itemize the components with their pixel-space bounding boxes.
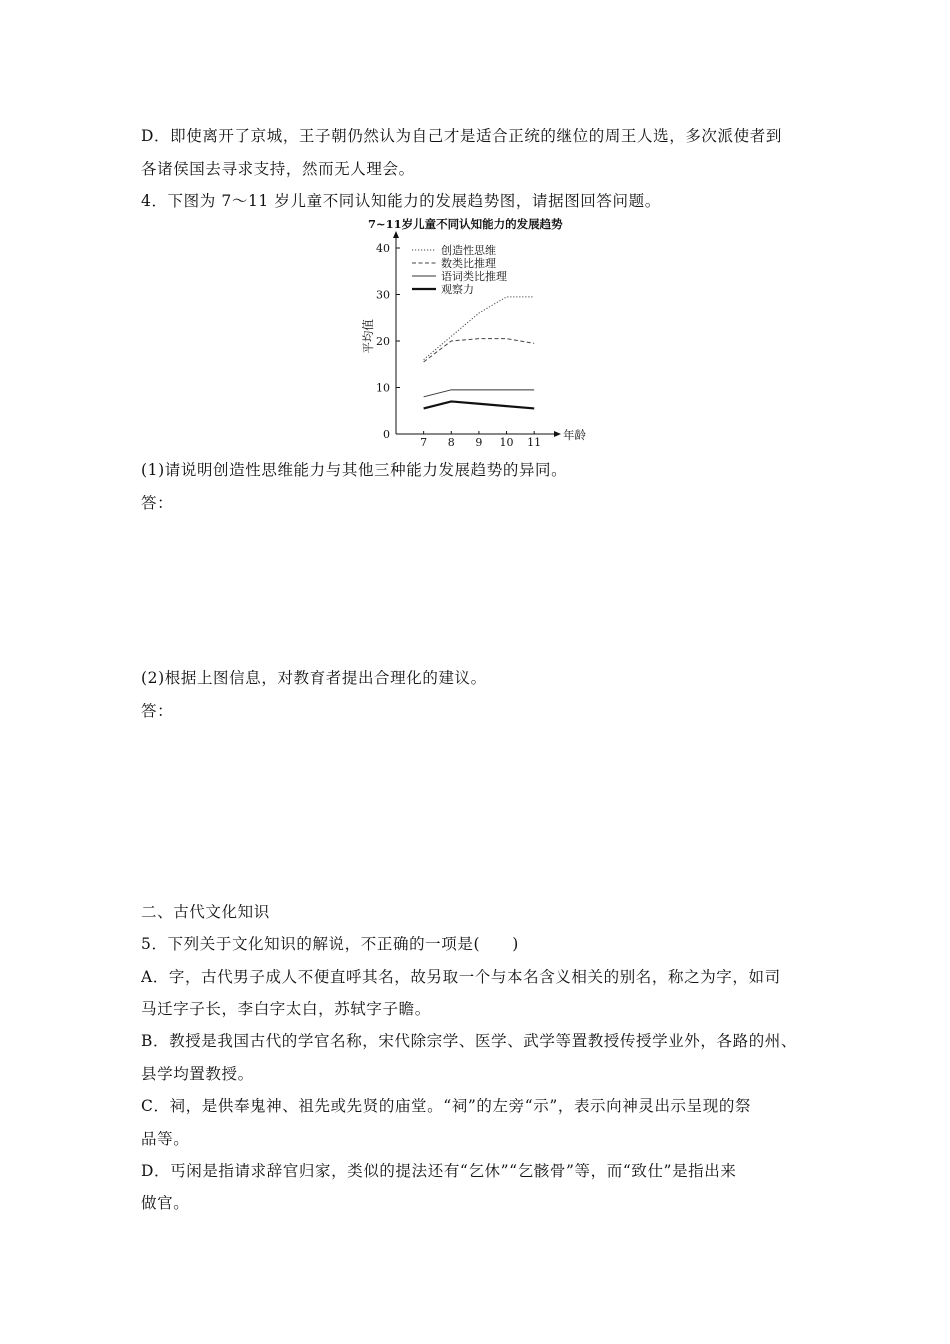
x-tick-label: 10 (499, 436, 514, 448)
option-b-line1: B．教授是我国古代的学官名称，宋代除宗学、医学、武学等置教授传授学业外，各路的州、 (141, 1032, 797, 1050)
question-5: 5．下列关于文化知识的解说，不正确的一项是( ) (141, 935, 519, 953)
y-axis-arrow (393, 231, 399, 238)
y-tick-label: 30 (376, 288, 390, 302)
chart (358, 216, 588, 448)
option-d-line2: 各诸侯国去寻求支持，然而无人理会。 (141, 160, 415, 178)
series-line-2 (424, 390, 535, 397)
y-tick-label: 40 (376, 242, 390, 255)
question-4-1: (1)请说明创造性思维能力与其他三种能力发展趋势的异同。 (141, 461, 568, 479)
x-tick-label: 8 (447, 436, 455, 448)
answer-label-1: 答： (141, 494, 174, 512)
option-d-line1: D．即使离开了京城，王子朝仍然认为自己才是适合正统的继位的周王人选，多次派使者到 (141, 127, 782, 145)
chart-svg (358, 216, 588, 448)
y-tick-label: 0 (383, 428, 390, 441)
legend-label-2: 语词类比推理 (441, 270, 507, 283)
series-line-0 (424, 297, 535, 360)
y-tick-label: 10 (376, 381, 390, 395)
option-c-line2: 品等。 (141, 1130, 190, 1148)
x-tick-label: 9 (475, 436, 483, 448)
option-a-line1: A．字，古代男子成人不便直呼其名，故另取一个与本名含义相关的别名，称之为字，如司 (141, 968, 781, 986)
legend-label-3: 观察力 (441, 283, 474, 296)
question-4-2: (2)根据上图信息，对教育者提出合理化的建议。 (141, 669, 487, 687)
x-tick-label: 7 (420, 436, 428, 448)
series-line-3 (424, 401, 535, 408)
option-a-line2: 马迁字子长，李白字太白，苏轼字子瞻。 (141, 1000, 431, 1018)
x-axis-label: 年龄 (563, 428, 586, 442)
legend-label-1: 数类比推理 (441, 257, 496, 270)
x-tick-label: 11 (527, 436, 542, 448)
option-b-line2: 县学均置教授。 (141, 1065, 254, 1083)
section-heading: 二、古代文化知识 (141, 903, 270, 921)
chart-title: 7~11岁儿童不同认知能力的发展趋势 (368, 217, 563, 231)
y-tick-label: 20 (376, 335, 390, 348)
answer-label-2: 答： (141, 702, 174, 720)
option-d2-line2: 做官。 (141, 1194, 190, 1212)
legend-label-0: 创造性思维 (441, 244, 496, 257)
y-axis-label: 平均值 (361, 319, 375, 354)
series-line-1 (424, 339, 535, 362)
x-axis-arrow (554, 431, 561, 437)
question-4: 4．下图为 7～11 岁儿童不同认知能力的发展趋势图，请据图回答问题。 (141, 192, 661, 210)
option-c-line1: C．祠，是供奉鬼神、祖先或先贤的庙堂。“祠”的左旁“示”，表示向神灵出示呈现的祭 (141, 1097, 752, 1115)
option-d2-line1: D．丐闲是指请求辞官归家，类似的提法还有“乞休”“乞骸骨”等，而“致仕”是指出来 (141, 1162, 737, 1180)
